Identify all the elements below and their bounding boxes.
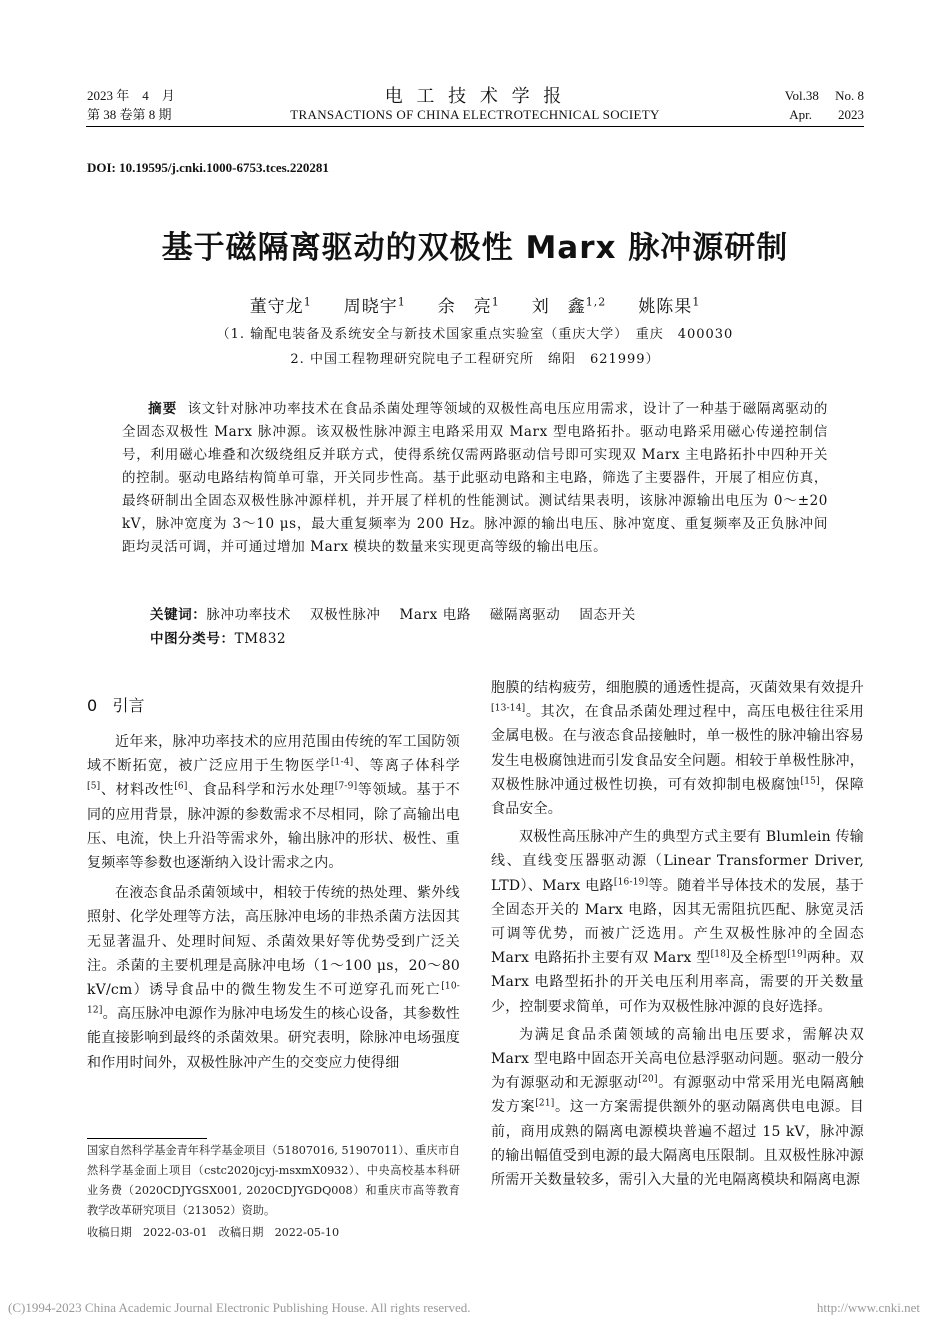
author: 周晓宇$^1$ bbox=[343, 295, 406, 317]
header-vol-no: Vol.38 No. 8 bbox=[784, 88, 864, 103]
funding-note: 国家自然科学基金青年科学基金项目（51807016, 51907011）、重庆市自然科学基金面上项目（cstc2020jcyj-msxmX0932）、中央高校基本科研业务费（2020CDJYGSX001, 2020CDJYGDQ008）和重庆市高等教育教学改革研究项目（213052）资助。 bbox=[87, 1144, 460, 1217]
footnote bbox=[87, 1141, 460, 1243]
footer-copyright: (C)1994-2023 China Academic Journal Electronic Publishing House. All rights reserved. bbox=[8, 1300, 471, 1315]
journal-title-cn: 电 工 技 术 学 报 bbox=[384, 86, 566, 107]
author: 余 亮$^1$ bbox=[437, 295, 500, 317]
abstract-text: 该文针对脉冲功率技术在食品杀菌处理等领域的双极性高电压应用需求，设计了一种基于磁隔离驱动的全固态双极性 Marx 脉冲源。该双极性脉冲源主电路采用双 Marx 型电路拓扑。驱动电路采用磁心传递控制信号，利用磁心堆叠和次级绕组反并联方式，使得系统仅需两路驱动信号即可实现双 Marx 主电路拓扑中四种开关的控制。驱动电路结构简单可靠，开关同步性高。基于此驱动电路和主电路，筛选了主要器件，开展了相应仿真，最终研制出全固态双极性脉冲源样机，并开展了样机的性能测试。测试结果表明，该脉冲源输出电压为 0～±20 kV，脉冲宽度为 3～10 μs，最大重复频率为 200 Hz。脉冲源的输出电压、脉冲宽度、重复频率及正负脉冲间距均灵活可调，并可通过增加 Marx 模块的数量来实现更高等级的输出电压。 bbox=[122, 401, 829, 555]
affiliation-2: 2. 中国工程物理研究院电子工程研究所 绵阳 621999） bbox=[290, 352, 660, 367]
paragraph: 胞膜的结构疲劳，细胞膜的通透性提高，灭菌效果有效提升[13-14]。其次，在食品杀菌处理过程中，高压电极往往采用金属电极。在与液态食品接触时，单一极性的脉冲输出容易发生电极腐蚀进而引发食品安全问题。相较于单极性脉冲，双极性脉冲通过极性切换，可有效抑制电极腐蚀[15]，保障食品安全。 bbox=[491, 680, 864, 818]
paper-title: 基于磁隔离驱动的双极性 Marx 脉冲源研制 bbox=[161, 230, 789, 266]
classification-label: 中图分类号： bbox=[150, 631, 235, 647]
header-date: 2023 年 4 月 bbox=[87, 88, 175, 103]
footer-url[interactable]: http://www.cnki.net bbox=[816, 1300, 920, 1315]
header-rule bbox=[86, 126, 864, 127]
paragraph: 双极性高压脉冲产生的典型方式主要有 Blumlein 传输线、直线变压器驱动源（Linear Transformer Driver, LTD）、Marx 电路[16-19]等。随着半导体技术的发展，基于全固态开关的 Marx 电路，因其无需阻抗匹配、脉宽灵活可调等优势，而被广泛选用。产生双极性脉冲的全固态 Marx 电路拓扑主要有双 Marx 型[18]及全桥型[19]两种。双 Marx 电路型拓扑的开关电压利用率高，需要的开关数量少，控制要求简单，可作为双极性脉冲源的良好选择。 bbox=[491, 829, 864, 1015]
keywords-text: 脉冲功率技术 双极性脉冲 Marx 电路 磁隔离驱动 固态开关 bbox=[206, 607, 636, 623]
keywords bbox=[150, 604, 636, 627]
right-column bbox=[491, 676, 864, 1192]
paragraph: 为满足食品杀菌领域的高输出电压要求，需解决双 Marx 型电路中固态开关高电位悬浮驱动问题。驱动一般分为有源驱动和无源驱动[20]。有源驱动中常采用光电隔离触发方案[21]。这一方案需提供额外的驱动隔离供电电源。目前，商用成熟的隔离电源模块普遍不超过 15 kV，脉冲源的输出幅值受到电源的最大隔离电压限制。且双极性脉冲源所需开关数量较多，需引入大量的光电隔离模块和隔离电源 bbox=[491, 1026, 864, 1189]
abstract-label: 摘要 bbox=[148, 401, 178, 417]
header-month-year: Apr. 2023 bbox=[789, 107, 864, 122]
left-column bbox=[87, 730, 460, 1075]
section-heading: 0 引言 bbox=[87, 696, 145, 715]
journal-title-en: TRANSACTIONS OF CHINA ELECTROTECHNICAL SOCIETY bbox=[290, 107, 660, 122]
received-dates: 收稿日期 2022-03-01 改稿日期 2022-05-10 bbox=[87, 1226, 340, 1239]
author: 董守龙$^1$ bbox=[249, 295, 312, 317]
footnote-rule bbox=[87, 1138, 207, 1139]
paragraph: 在液态食品杀菌领域中，相较于传统的热处理、紫外线照射、化学处理等方法，高压脉冲电场的非热杀菌方法因其无显著温升、处理时间短、杀菌效果好等优势受到广泛关注。杀菌的主要机理是高脉冲电场（1～100 μs，20～80 kV/cm）诱导食品中的微生物发生不可逆穿孔而死亡[10-12]。高压脉冲电源作为脉冲电场发生的核心设备，其参数性能直接影响到最终的杀菌效果。研究表明，除脉冲电场强度和作用时间外，双极性脉冲产生的交变应力使得细 bbox=[87, 885, 460, 1071]
affiliation-1: （1. 输配电装备及系统安全与新技术国家重点实验室（重庆大学） 重庆 400030 bbox=[216, 327, 734, 342]
author: 刘 鑫$^{1,2}$ bbox=[531, 295, 607, 317]
header-volume: 第 38 卷第 8 期 bbox=[87, 107, 172, 122]
author: 姚陈果$^1$ bbox=[638, 295, 701, 317]
author-list bbox=[60, 292, 890, 317]
keywords-label: 关键词： bbox=[150, 607, 207, 623]
paragraph: 近年来，脉冲功率技术的应用范围由传统的军工国防领域不断拓宽，被广泛应用于生物医学[1-4]、等离子体科学[5]、材料改性[6]、食品科学和污水处理[7-9]等领域。基于不同的应用背景，脉冲源的参数需求不尽相同，除了高输出电压、电流，快上升沿等需求外，输出脉冲的形状、极性、重复频率等参数也逐渐纳入设计需求之内。 bbox=[87, 734, 461, 872]
classification-code: TM832 bbox=[234, 631, 287, 647]
classification bbox=[150, 628, 286, 651]
abstract bbox=[122, 398, 828, 559]
doi[interactable]: DOI: 10.19595/j.cnki.1000-6753.tces.220281 bbox=[87, 160, 329, 175]
